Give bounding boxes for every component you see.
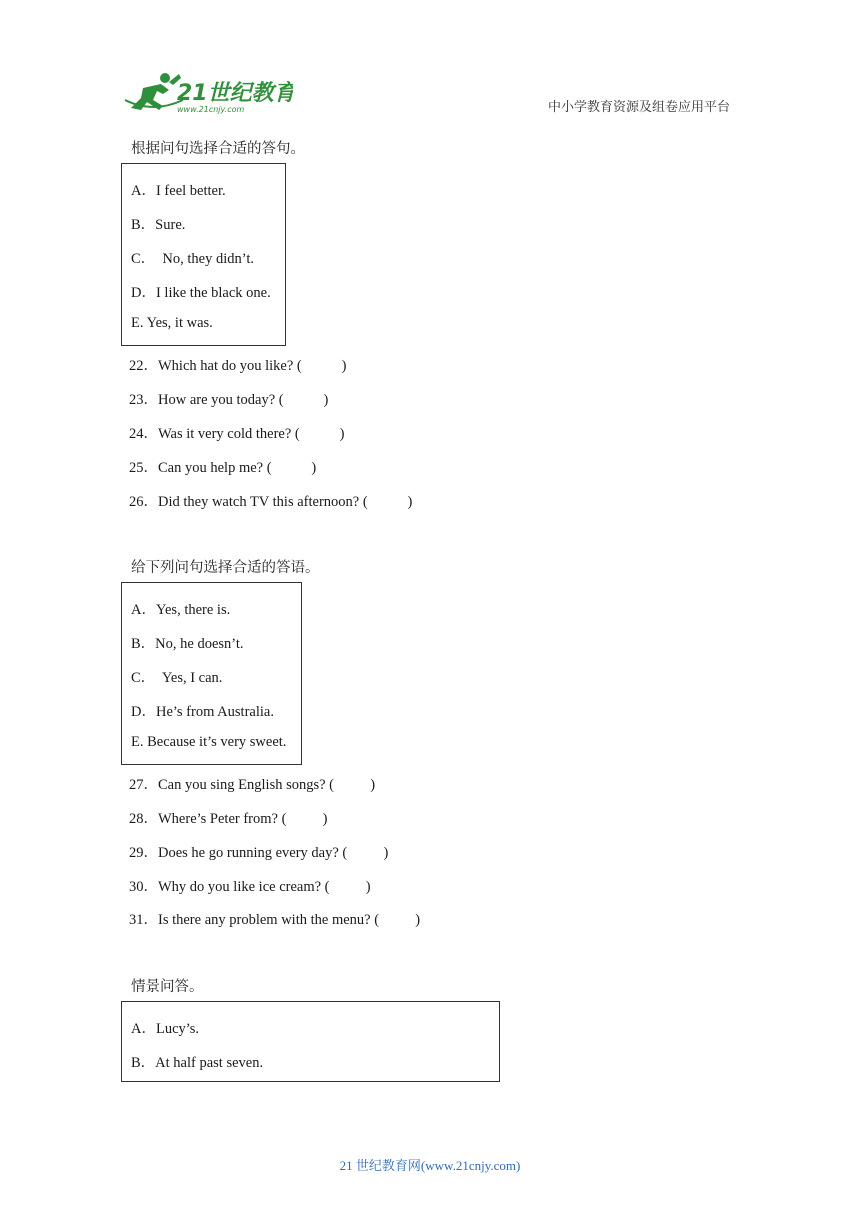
option-a: A．Lucy’s.: [131, 1021, 200, 1037]
option-e: E. Yes, it was.: [131, 315, 213, 331]
section-title: 情景问答。: [131, 979, 204, 995]
question-26: 26．Did they watch TV this afternoon? ( ): [129, 494, 413, 510]
option-a: A．Yes, there is.: [131, 602, 231, 618]
logo-sub-text: www.21cnjy.com: [177, 105, 245, 114]
option-a: A．I feel better.: [131, 183, 226, 199]
question-24: 24．Was it very cold there? ( ): [129, 426, 345, 442]
option-c: C． Yes, I can.: [131, 670, 223, 686]
site-logo: [123, 70, 293, 116]
section-title: 给下列问句选择合适的答语。: [131, 560, 320, 576]
option-c: C． No, they didn’t.: [131, 251, 254, 267]
question-30: 30．Why do you like ice cream? ( ): [129, 879, 371, 895]
question-22: 22．Which hat do you like? ( ): [129, 358, 347, 374]
question-29: 29．Does he go running every day? ( ): [129, 845, 389, 861]
options-box: [121, 582, 302, 765]
option-d: D．I like the black one.: [131, 285, 271, 301]
logo-main-text: 21世纪教育: [177, 81, 293, 106]
question-31: 31．Is there any problem with the menu? ( ): [129, 912, 421, 928]
section-title: 根据问句选择合适的答句。: [131, 141, 305, 157]
question-27: 27．Can you sing English songs? ( ): [129, 777, 376, 793]
question-23: 23．How are you today? ( ): [129, 392, 329, 408]
option-e: E. Because it’s very sweet.: [131, 734, 287, 750]
question-28: 28．Where’s Peter from? ( ): [129, 811, 328, 827]
options-box: [121, 163, 286, 346]
option-b: B．Sure.: [131, 217, 186, 233]
option-b: B．At half past seven.: [131, 1055, 264, 1071]
platform-label: 中小学教育资源及组卷应用平台: [548, 100, 731, 115]
option-d: D．He’s from Australia.: [131, 704, 274, 720]
options-box: [121, 1001, 500, 1082]
question-25: 25．Can you help me? ( ): [129, 460, 317, 476]
footer-link[interactable]: 21 世纪教育网(www.21cnjy.com): [339, 1158, 521, 1173]
option-b: B．No, he doesn’t.: [131, 636, 244, 652]
